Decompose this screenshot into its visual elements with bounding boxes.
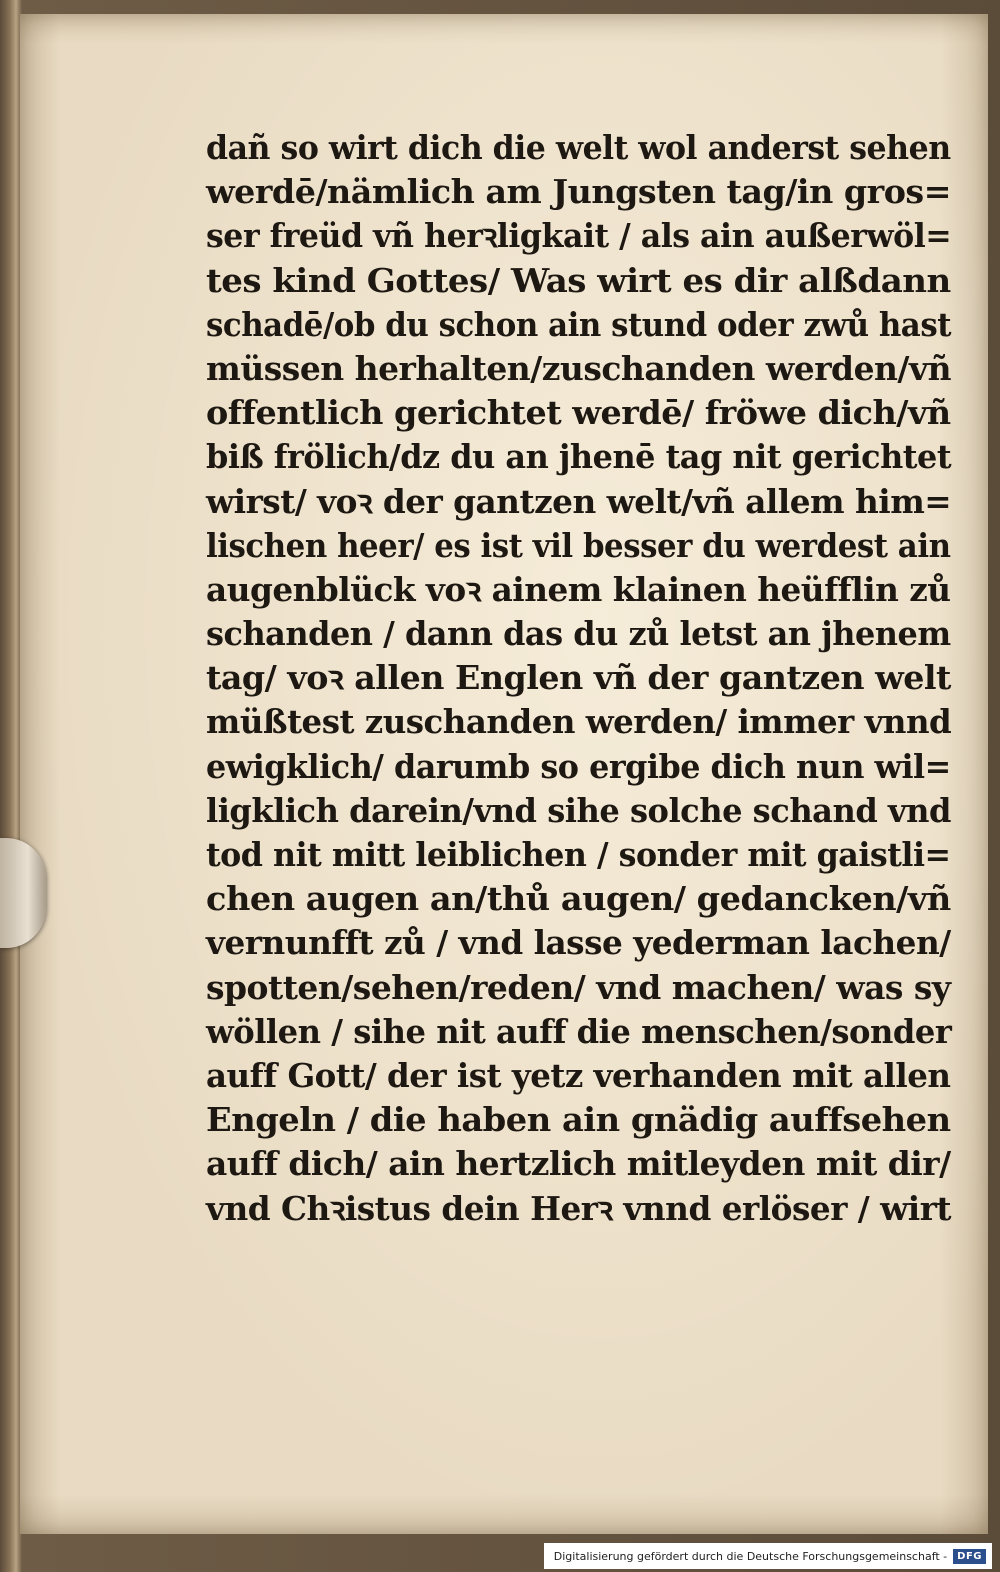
text-line: müßtest zuschanden werden/ immer vnnd [206,702,952,742]
text-line: spotten/sehen/reden/ vnd machen/ was sy [206,967,951,1007]
text-line: chen augen an/thů augen/ gedancken/vñ [206,879,951,919]
text-line: vnd Chꝛistus dein Herꝛ vnnd erlöser / wirt [206,1188,952,1228]
text-line: tes kind Gottes/ Was wirt es dir alßdann [206,260,951,300]
text-line: auff dich/ ain hertzlich mitleyden mit dir/ [206,1144,951,1184]
text-line: vernunfft zů / vnd lasse yederman lachen/ [206,923,951,963]
dfg-logo: DFG [953,1549,986,1564]
text-line: auff Gott/ der ist yetz verhanden mit allen [206,1055,951,1095]
text-line: wöllen / sihe nit auff die menschen/sonder [206,1011,952,1051]
text-line: lischen heer/ es ist vil besser du werdest ain [206,525,951,565]
text-line: ligklich darein/vnd sihe solche schand vnd [206,790,951,830]
text-line: wirst/ voꝛ der gantzen welt/vñ allem him= [206,481,952,521]
page-text [206,126,956,1231]
text-line: augenblück voꝛ ainem klainen heüfflin zů [206,569,951,609]
text-line: offentlich gerichtet werdē/ fröwe dich/vñ [206,393,951,433]
text-line: müssen herhalten/zuschanden werden/vñ [206,348,952,388]
text-line: tod nit mitt leiblichen / sonder mit gaistli= [206,835,951,874]
credit-text: Digitalisierung gefördert durch die Deutsche Forschungsgemeinschaft - [553,1549,948,1563]
text-line: biß frölich/dz du an jhenē tag nit gerichtet [206,437,952,477]
text-line: tag/ voꝛ allen Englen vñ der gantzen welt [206,658,951,698]
funding-credit [544,1543,992,1569]
text-line: ser freüd vñ herꝛligkait / als ain außerwöl= [206,216,952,256]
text-line: werdē/nämlich am Jungsten tag/in gros= [206,172,952,212]
text-line: schanden / dann das du zů letst an jhenem [206,614,951,654]
text-line: ewigklich/ darumb so ergibe dich nun wil= [206,746,951,786]
text-line: schadē/ob du schon ain stund oder zwů hast [206,304,952,344]
text-line: dañ so wirt dich die welt wol anderst sehen [206,128,951,167]
text-line: Engeln / die haben ain gnädig auffsehen [206,1100,951,1140]
